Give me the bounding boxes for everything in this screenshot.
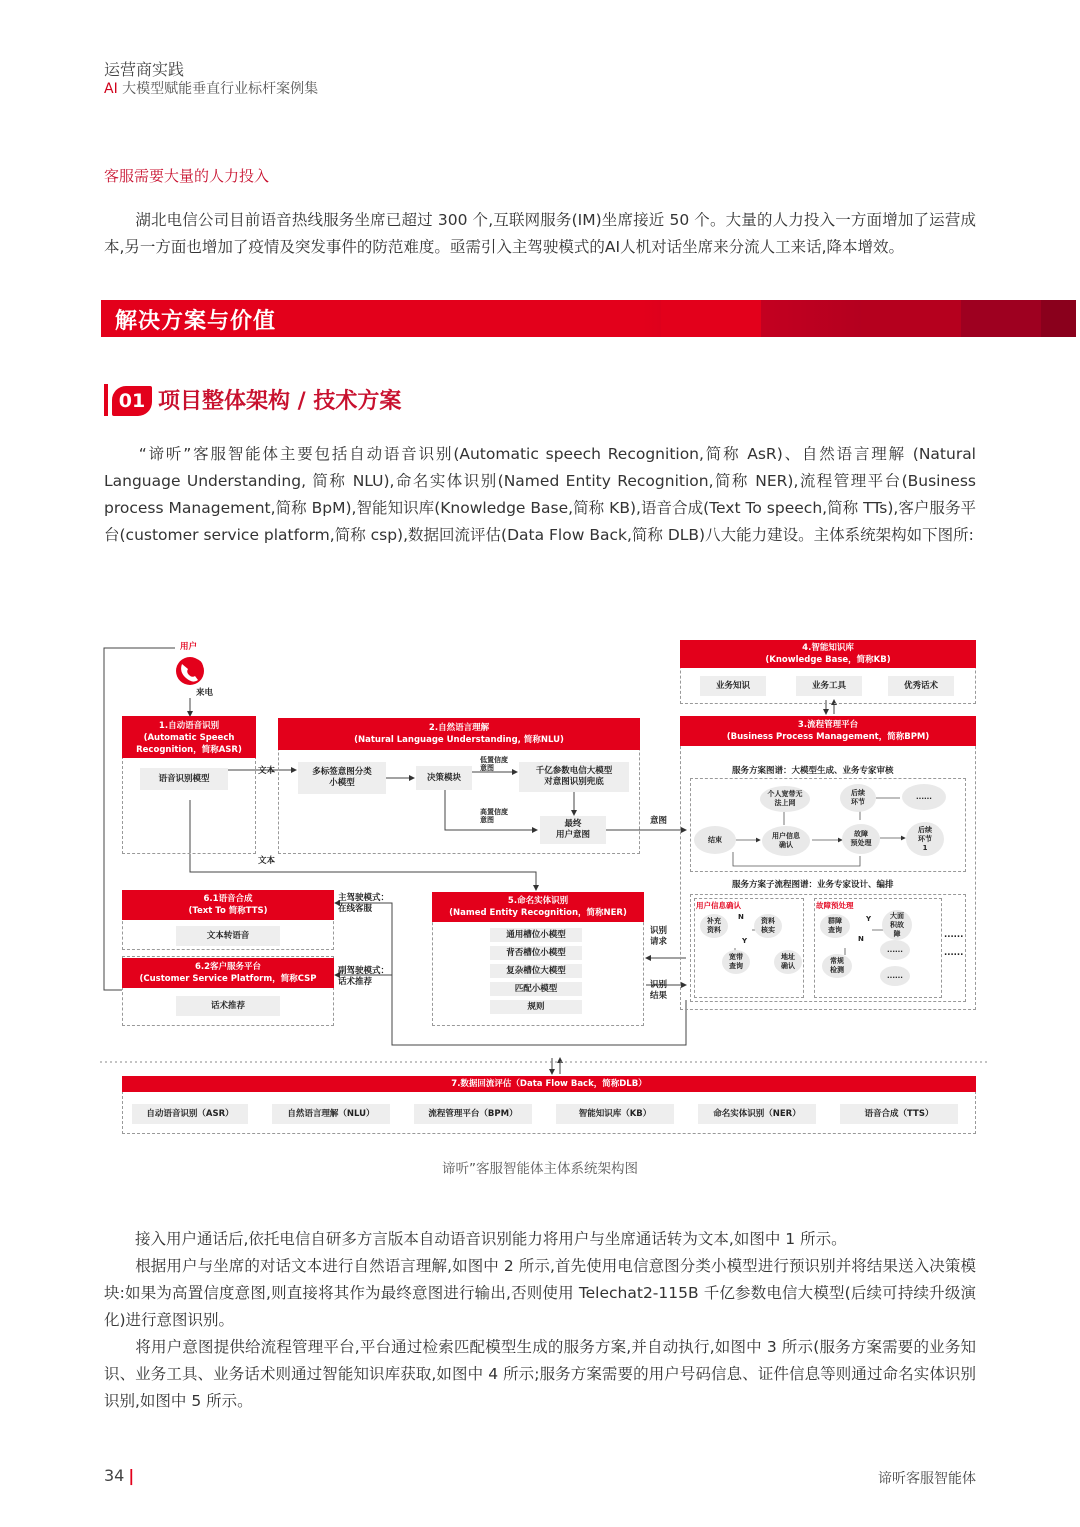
bpm-right-node: ......: [880, 966, 910, 986]
header-line1: 运营商实践: [104, 60, 185, 79]
co-mode-label: 副驾驶模式： 话术推荐: [338, 966, 390, 987]
user-label: 用户: [180, 642, 198, 652]
paragraph-1: 湖北电信公司目前语音热线服务坐席已超过 300 个,互联网服务(IM)坐席接近 50 个。大量的人力投入一方面增加了运营成本,另一方面也增加了疫情及突发事件的防范难度。亟需引入主驾驶模式的AI人机对话坐席来分流人工来话,降本增效。: [104, 211, 976, 256]
bpm-node: 用户信息 确认: [762, 826, 810, 856]
banner-title: 解决方案与价值: [115, 309, 277, 334]
kb-title: 4.智能知识库 (Knowledge Base，简称KB): [680, 640, 976, 668]
ner-item: 通用槽位小模型: [490, 928, 582, 942]
text-label-1: 文本: [258, 766, 276, 776]
ner-item: 匹配小模型: [490, 982, 582, 996]
dots-label: ......: [944, 930, 964, 940]
kb-item: 优秀话术: [888, 676, 954, 696]
yn-label: Y: [866, 915, 872, 923]
ner-item: 背否槽位小模型: [490, 946, 582, 960]
bpm-left-node: 补充 资料: [700, 914, 728, 938]
bpm-right-flow: [814, 898, 942, 998]
bpm-right-node: ......: [880, 940, 910, 960]
subtitle: 客服需要大量的人力投入: [104, 167, 270, 185]
bpm-right-node: 大面 积故 障: [882, 910, 912, 940]
bpm-node: 结束: [694, 826, 736, 854]
kb-item: 业务知识: [700, 676, 766, 696]
nlu-title: 2.自然语言理解 (Natural Language Understanding, 简称NLU): [278, 718, 640, 750]
paragraph-2: “谛听”客服智能体主要包括自动语音识别(Automatic speech Recognition,简称 AsR)、自然语言理解 (Natural Language Understanding, 简称 NLU),命名实体识别(Named Entity Recognition,简称 NER),流程管理平台(Business process Management,简称 BpM),智能知识库(Knowledge Base,简称 KB),语音合成(Text To speech,简称 TTs),客户服务平台(customer service platform,简称 csp),数据回流评估(Data Flow Back,简称 DLB)八大能力建设。主体系统架构如下图所:: [104, 445, 976, 544]
bpm-left-flow: [694, 898, 804, 998]
tts-title: 6.1语音合成 (Text To 简称TTS): [122, 890, 334, 920]
paragraph-3: 接入用户通话后,依托电信自研多方言版本自动语音识别能力将用户与坐席通话转为文本,如图中 1 所示。 根据用户与坐席的对话文本进行自然语言理解,如图中 2 所示,首先使用电信意图分类小模型进行预识别并将结果送入决策模块:如果为高置信度意图,则直接将其作为最终意图进行输出,否则使用 Telechat2-115B 千亿参数电信大模型(后续可持续升级演化)进行意图识别。 将用户意图提供给流程管理平台,平台通过检索匹配模型生成的服务方案,并自动执行,如图中 3 所示(服务方案需要的业务知识、业务工具、业务话术则通过智能知识库获取,如图中 4 所示;服务方案需要的用户号码信息、证件信息等则通过命名实体识别识别,如图中 5 所示。: [104, 1230, 976, 1410]
bpm-left-node: 地址 确认: [774, 950, 802, 974]
bpm-node: ......: [902, 784, 946, 810]
csp-item: 话术推荐: [176, 996, 280, 1016]
bpm-subtitle-1: 服务方案图谱：大模型生成、业务专家审核: [732, 766, 894, 776]
bpm-node: 后续 环节: [840, 784, 876, 812]
section-title: 项目整体架构 / 技术方案: [158, 389, 402, 414]
high-confidence-label: 高置信度 意图: [480, 808, 508, 824]
asr-title: 1.自动语音识别 (Automatic Speech Recognition，简称ASR): [122, 716, 256, 758]
dlb-item: 流程管理平台（BPM）: [414, 1104, 532, 1124]
yn-label: N: [858, 935, 864, 943]
telechat-model: 千亿参数电信大模型 对意图识别兜底: [519, 762, 629, 792]
final-intent: 最终 用户意图: [540, 816, 606, 844]
section-number: 01: [112, 386, 152, 416]
dots-label: ......: [944, 948, 964, 958]
page-divider: |: [128, 1466, 135, 1485]
bpm-left-node: 宽带 查询: [722, 950, 750, 974]
figure-caption: 谛听”客服智能体主体系统架构图: [442, 1161, 638, 1177]
bpm-node: 后续 环节 1: [906, 822, 944, 856]
yn-label: N: [738, 913, 744, 921]
ner-item: 复杂槽位大模型: [490, 964, 582, 978]
bpm-right-node: 常规 检测: [822, 954, 852, 978]
phone-icon: [176, 657, 204, 685]
bpm-node: 个人宽带无 法上网: [760, 786, 810, 812]
ner-item: 规则: [490, 1000, 582, 1014]
footer-page-number: [104, 1466, 134, 1485]
footer-title: 谛听客服智能体: [878, 1471, 976, 1487]
dlb-item: 智能知识库（KB）: [556, 1104, 674, 1124]
low-confidence-label: 低置信度 意图: [480, 756, 508, 772]
bpm-node: 故障 预处理: [842, 824, 880, 854]
intent-label: 意图: [650, 816, 668, 826]
ner-title: 5.命名实体识别 (Named Entity Recognition，简称NER): [432, 892, 644, 922]
kb-item: 业务工具: [796, 676, 862, 696]
decision-module: 决策模块: [416, 766, 472, 790]
incoming-label: 来电: [196, 688, 214, 698]
bpm-left-title: 用户信息确认: [696, 901, 741, 910]
bpm-right-title: 故障预处理: [816, 901, 854, 910]
dlb-title: 7.数据回流评估（Data Flow Back，简称DLB）: [122, 1076, 976, 1092]
dlb-item: 自然语言理解（NLU）: [272, 1104, 390, 1124]
bpm-right-node: 群障 查询: [820, 914, 850, 938]
main-mode-label: 主驾驶模式： 在线客服: [338, 893, 390, 914]
tts-item: 文本转语音: [176, 926, 280, 946]
recog-request-label: 识别 请求: [650, 926, 668, 947]
text-label-2: 文本: [258, 856, 276, 866]
csp-title: 6.2客户服务平台 (Customer Service Platform，简称CSP: [122, 958, 334, 988]
header-line2-text: 大模型赋能垂直行业标杆案例集: [117, 81, 319, 97]
yn-label: Y: [742, 937, 748, 945]
bpm-left-node: 资料 核实: [754, 914, 782, 938]
dlb-item: 命名实体识别（NER）: [698, 1104, 816, 1124]
dlb-item: 自动语音识别（ASR）: [132, 1104, 248, 1124]
bpm-subtitle-2: 服务方案子流程图谱：业务专家设计、编排: [732, 880, 894, 890]
recog-result-label: 识别 结果: [650, 980, 668, 1001]
dlb-item: 语音合成（TTS）: [840, 1104, 958, 1124]
nlu-small-model: 多标签意图分类 小模型: [298, 762, 386, 794]
page-number: 34: [104, 1466, 125, 1485]
asr-model: 语音识别模型: [140, 768, 228, 790]
header-ai: AI: [104, 81, 118, 97]
bpm-title: 3.流程管理平台 (Business Process Management，简称BPM): [680, 716, 976, 746]
